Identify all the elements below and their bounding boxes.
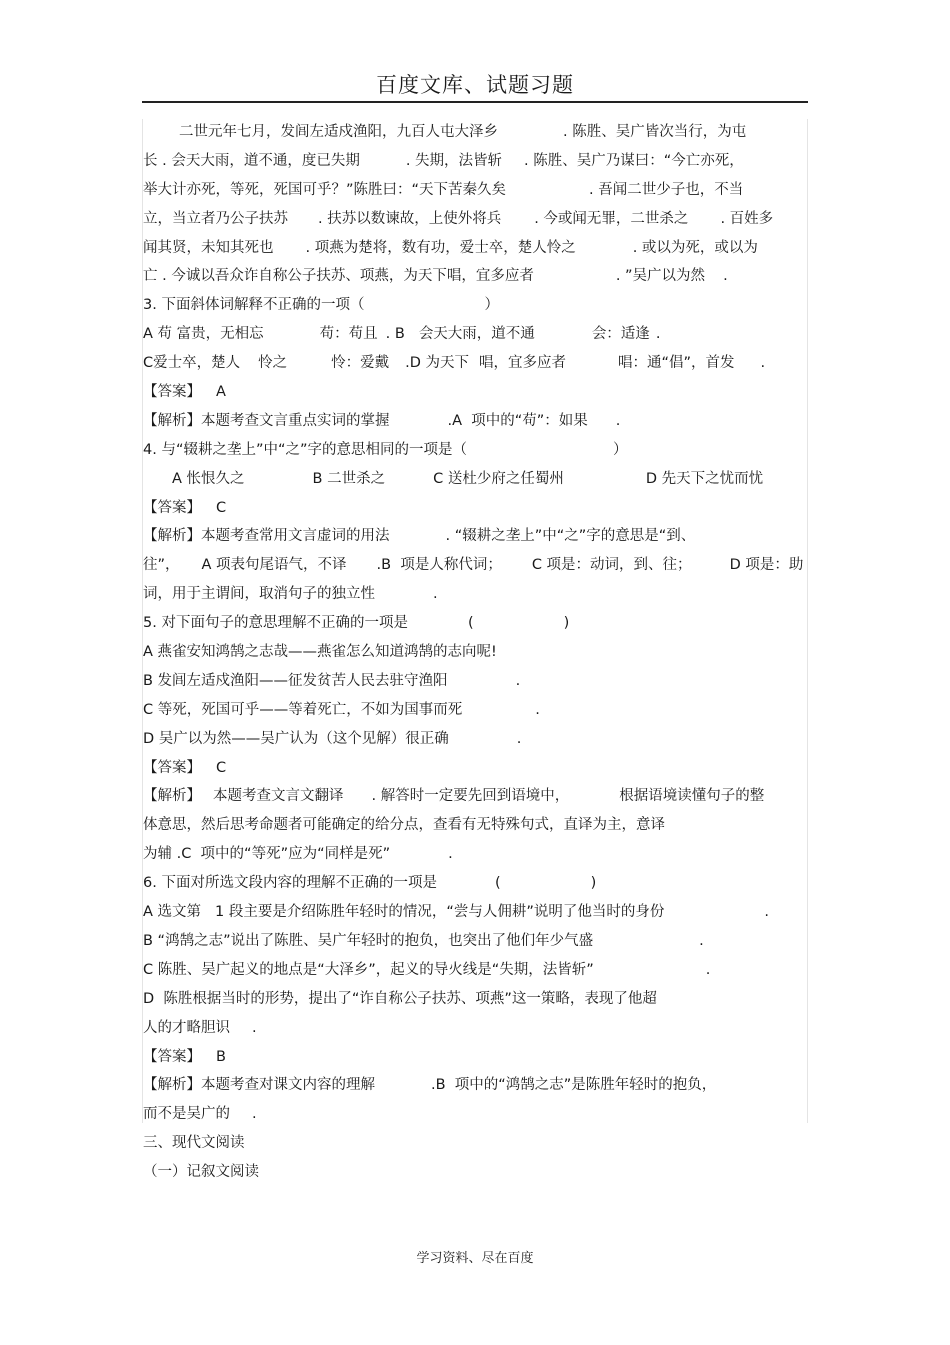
question-4-options: A 怅恨久之 B 二世杀之 C 送杜少府之任蜀州 D 先天下之忧而忧 bbox=[172, 470, 764, 487]
question-6-analysis: 【解析】本题考查对课文内容的理解 .B 项中的“鸿鹄之志”是陈胜年轻时的抱负， bbox=[143, 1077, 717, 1094]
passage-line: 立，当立者乃公子扶苏 . 扶苏以数谏故，上使外将兵 . 今或闻无罪，二世杀之 . 百姓多 bbox=[143, 210, 774, 227]
question-5-option: A 燕雀安知鸿鹄之志哉——燕雀怎么知道鸿鹄的志向呢! bbox=[143, 644, 497, 661]
question-5-answer: 【答案】 C bbox=[143, 759, 227, 776]
question-6-option: A 选文第 1 段主要是介绍陈胜年轻时的情况，“尝与人佣耕”说明了他当时的身份 . bbox=[143, 904, 769, 921]
question-6-option: 人的才略胆识 . bbox=[143, 1019, 257, 1036]
question-5-option: D 吴广以为然——吴广认为（这个见解）很正确 . bbox=[143, 730, 522, 747]
question-3-analysis: 【解析】本题考查文言重点实词的掌握 .A 项中的“苟”：如果 . bbox=[143, 412, 621, 429]
question-3-option: C爱士卒，楚人 怜之 怜：爱戴 .D 为天下 唱，宜多应者 唱：通“倡”，首发 . bbox=[143, 355, 766, 372]
passage-line: 举大计亦死，等死，死国可乎？”陈胜曰：“天下苦秦久矣 . 吾闻二世少子也，不当 bbox=[143, 181, 744, 198]
header-rule bbox=[142, 101, 808, 103]
question-6-answer: 【答案】 B bbox=[143, 1048, 226, 1065]
question-5-option: B 发闾左适戍渔阳——征发贫苦人民去驻守渔阳 . bbox=[143, 672, 521, 689]
question-4-analysis: 词，用于主谓间，取消句子的独立性 . bbox=[143, 586, 438, 603]
page-title: 百度文库、试题习题 bbox=[376, 73, 574, 97]
question-3-option: A 苟 富贵，无相忘 苟：苟且 . B 会天大雨，道不通 会：适逢 . bbox=[143, 326, 661, 343]
question-6-option: B “鸿鹄之志”说出了陈胜、吴广年轻时的抱负，也突出了他们年少气盛 . bbox=[143, 932, 704, 949]
question-5-option: C 等死，死国可乎——等着死亡，不如为国事而死 . bbox=[143, 701, 540, 718]
question-3-stem: 3. 下面斜体词解释不正确的一项（ ） bbox=[143, 297, 499, 314]
question-4-analysis: 【解析】本题考查常用文言虚词的用法 . “辍耕之垄上”中“之”字的意思是“到、 bbox=[143, 528, 696, 545]
question-4-answer: 【答案】 C bbox=[143, 499, 227, 516]
question-4-stem: 4. 与“辍耕之垄上”中“之”字的意思相同的一项是（ ） bbox=[143, 441, 628, 458]
page-footer: 学习资料、尽在百度 bbox=[416, 1251, 534, 1266]
question-5-analysis: 【解析】 本题考查文言文翻译 . 解答时一定要先回到语境中， 根据语境读懂句子的整 bbox=[143, 788, 765, 805]
passage-line: 长 . 会天大雨，道不通，度已失期 . 失期，法皆斩 . 陈胜、吴广乃谋曰：“今亡亦死， bbox=[143, 152, 744, 169]
section-heading: 三、现代文阅读 bbox=[143, 1135, 245, 1152]
passage-line: 二世元年七月，发闾左适戍渔阳，九百人屯大泽乡 . 陈胜、吴广皆次当行，为屯 bbox=[179, 124, 747, 140]
question-4-analysis: 往”， A 项表句尾语气，不译 .B 项是人称代词； C 项是：动词，到、往； D 项是：助 bbox=[143, 557, 804, 574]
section-subheading: （一）记叙文阅读 bbox=[143, 1164, 259, 1181]
document-body bbox=[143, 118, 808, 1187]
question-5-analysis: 为辅 .C 项中的“等死”应为“同样是死” . bbox=[143, 846, 453, 863]
question-3-answer: 【答案】 A bbox=[143, 384, 226, 401]
question-5-analysis: 体意思，然后思考命题者可能确定的给分点，查看有无特殊句式，直译为主，意译 bbox=[143, 817, 665, 834]
question-6-analysis: 而不是吴广的 . bbox=[143, 1106, 257, 1123]
question-6-option: D 陈胜根据当时的形势，提出了“诈自称公子扶苏、项燕”这一策略，表现了他超 bbox=[143, 990, 657, 1007]
passage-line: 亡 . 今诚以吾众诈自称公子扶苏、项燕，为天下唱，宜多应者 . ”吴广以为然 . bbox=[143, 268, 728, 285]
question-6-stem: 6. 下面对所选文段内容的理解不正确的一项是 ( ) bbox=[143, 875, 597, 892]
question-5-stem: 5. 对下面句子的意思理解不正确的一项是 ( ) bbox=[143, 615, 570, 632]
question-6-option: C 陈胜、吴广起义的地点是“大泽乡”，起义的导火线是“失期，法皆斩” . bbox=[143, 961, 711, 978]
passage-line: 闻其贤，未知其死也 . 项燕为楚将，数有功，爱士卒，楚人怜之 . 或以为死，或以为 bbox=[143, 239, 758, 256]
